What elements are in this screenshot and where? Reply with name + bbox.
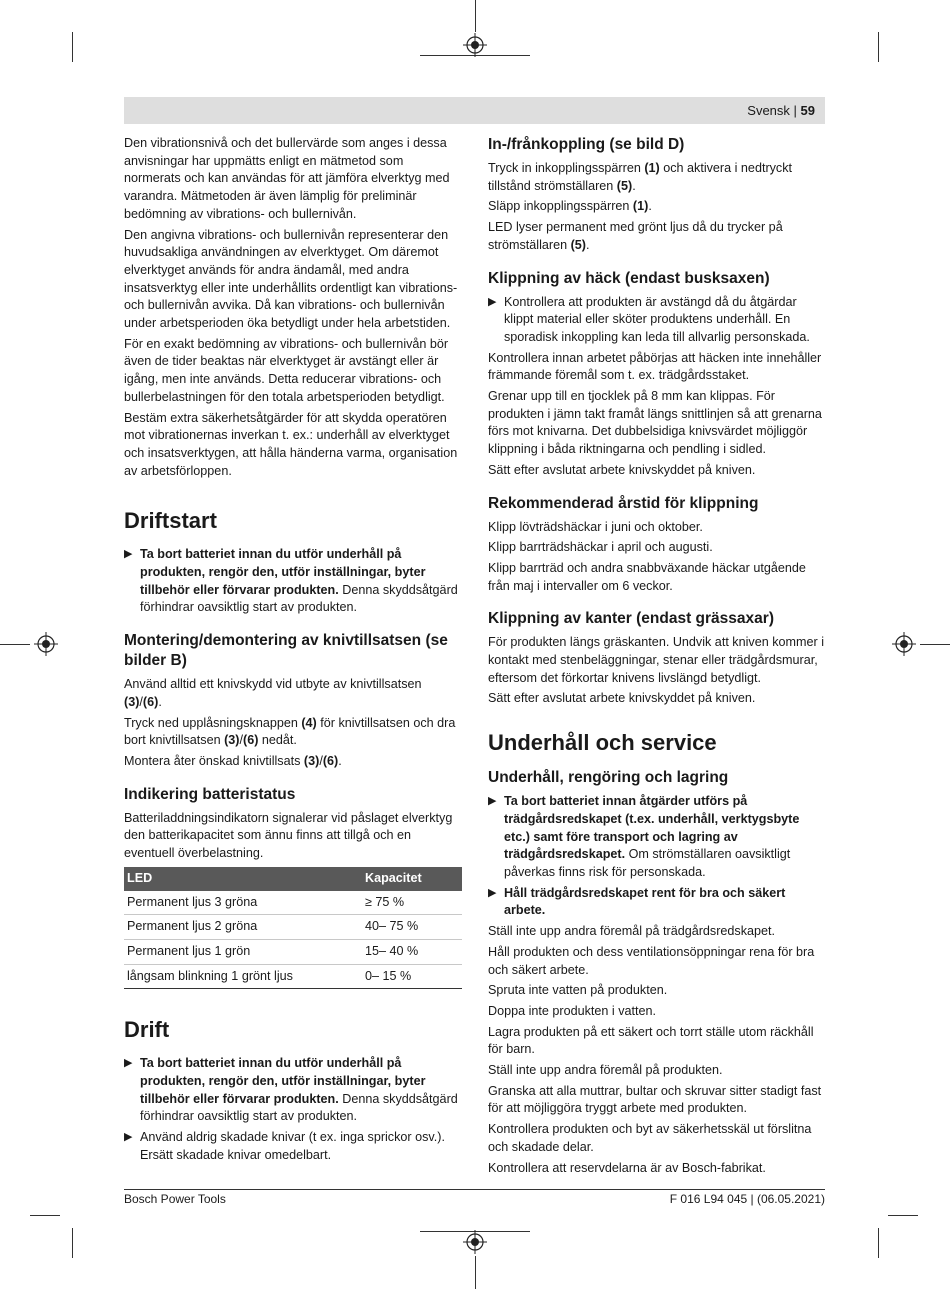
text-span: . bbox=[648, 199, 652, 214]
underhall-paragraph: Spruta inte vatten på produkten. bbox=[488, 983, 668, 998]
text-span: nedåt. bbox=[258, 733, 297, 748]
underhall-paragraph: Ställ inte upp andra föremål på produkten. bbox=[488, 1063, 723, 1078]
subsection-title-klippning-hack: Klippning av häck (endast busksaxen) bbox=[488, 269, 770, 287]
subsection-title-inkoppling: In-/frånkoppling (se bild D) bbox=[488, 136, 685, 153]
registration-mark-icon bbox=[463, 33, 487, 57]
intro-paragraph-1: Den vibrationsnivå och det bullervärde som anges i dessa anvisningar har uppmätts enligt en mätmetod som normerats och kan användas för att jämföra elverktyg med varandra. Mätmetoden är även lämplig för preliminär bedömning av vibrations- och bullernivån. bbox=[124, 136, 450, 221]
triangle-bullet-icon: ▶ bbox=[124, 548, 133, 561]
ref-number: (5) bbox=[616, 178, 633, 193]
subsection-title-montering: Montering/demontering av knivtillsatsen (se bilder B) bbox=[124, 632, 448, 670]
ref-number: (3) bbox=[224, 733, 240, 748]
page-number: 59 bbox=[800, 103, 815, 118]
underhall-paragraph: Lagra produkten på ett säkert och torrt ställe utom räckhåll för barn. bbox=[488, 1024, 814, 1057]
section-title-driftstart: Driftstart bbox=[124, 508, 217, 534]
klippning-paragraph-1: Kontrollera innan arbetet påbörjas att häcken inte innehåller främmande föremål som t. ex. trädgårdsstaket. bbox=[488, 350, 822, 383]
warning-bullet bbox=[488, 885, 826, 920]
underhall-paragraph: Kontrollera att reservdelarna är av Bosch-fabrikat. bbox=[488, 1160, 766, 1175]
montering-paragraph-3 bbox=[124, 753, 462, 771]
warning-bullet bbox=[124, 1129, 462, 1164]
footer-rule bbox=[124, 1189, 825, 1190]
battery-status-table bbox=[124, 867, 462, 990]
table-cell: 0– 15 % bbox=[362, 964, 462, 989]
table-cell: långsam blinkning 1 grönt ljus bbox=[124, 964, 362, 989]
text-span: . bbox=[338, 753, 342, 768]
warning-bullet bbox=[488, 793, 826, 882]
ref-number: (6) bbox=[322, 753, 339, 768]
header-text: Svensk | 59 bbox=[747, 103, 815, 118]
intro-paragraph-4: Bestäm extra säkerhetsåtgärder för att skydda operatören mot vibrationernas inverkan t. ex.: underhåll av elverktyget och insatsverktygen, att hålla händerna varma, organisation av arbetsförloppen. bbox=[124, 410, 458, 478]
crop-mark bbox=[878, 32, 879, 62]
text-span: och aktivera i nedtryckt tillstånd strömställaren bbox=[488, 161, 793, 193]
registration-mark-icon bbox=[34, 632, 58, 656]
kanter-paragraph-2: Sätt efter avslutat arbete knivskyddet på kniven. bbox=[488, 691, 756, 706]
table-row bbox=[124, 915, 462, 940]
underhall-paragraph: Doppa inte produkten i vatten. bbox=[488, 1003, 657, 1018]
inkoppling-paragraph-2 bbox=[488, 198, 826, 216]
text-span: . bbox=[586, 237, 590, 252]
registration-mark-icon bbox=[892, 632, 916, 656]
crop-mark bbox=[475, 1256, 476, 1289]
text-span: LED lyser permanent med grönt ljus då du trycker på strömställaren bbox=[488, 220, 783, 252]
ref-number: (6) bbox=[142, 694, 159, 709]
underhall-paragraph: Kontrollera produkten och byt av säkerhetsskäl ut förslitna och skadade delar. bbox=[488, 1122, 812, 1154]
ref-number: (6) bbox=[243, 733, 259, 748]
left-column bbox=[124, 135, 462, 1168]
triangle-bullet-icon: ▶ bbox=[488, 795, 497, 808]
table-header-row bbox=[124, 867, 462, 891]
bullet-text: Om strömställaren oavsiktligt påverkas finns risk för personskada. bbox=[504, 847, 791, 879]
table-row bbox=[124, 891, 462, 915]
ref-number: (3) bbox=[303, 753, 320, 768]
page-header bbox=[124, 97, 825, 124]
crop-mark bbox=[888, 1215, 918, 1216]
bullet-bold-text: Ta bort batteriet innan du utför underhåll på produkten, rengör den, utför inställningar, byter tillbehör eller förvarar produkten. bbox=[140, 547, 426, 597]
text-span: Tryck ned upplåsningsknappen bbox=[124, 715, 302, 730]
registration-mark-icon bbox=[463, 1230, 487, 1254]
table-row bbox=[124, 964, 462, 989]
crop-mark bbox=[920, 644, 950, 645]
arstid-paragraph-1: Klipp lövträdshäckar i juni och oktober. bbox=[488, 519, 703, 534]
table-cell: 40– 75 % bbox=[362, 915, 462, 940]
crop-mark bbox=[72, 32, 73, 62]
footer-brand: Bosch Power Tools bbox=[124, 1192, 226, 1206]
table-cell: Permanent ljus 1 grön bbox=[124, 939, 362, 964]
ref-number: (3) bbox=[124, 694, 140, 709]
bullet-text: Kontrollera att produkten är avstängd då du åtgärdar klippt material eller sköter produktens underhåll. En sporadisk inkoppling kan leda till allvarlig personskada. bbox=[504, 294, 810, 344]
table-cell: ≥ 75 % bbox=[362, 891, 462, 915]
triangle-bullet-icon: ▶ bbox=[488, 886, 497, 899]
ref-number: (1) bbox=[632, 199, 649, 214]
section-title-drift: Drift bbox=[124, 1017, 170, 1043]
klippning-paragraph-2: Grenar upp till en tjocklek på 8 mm kan klippas. För produkten i jämn takt framåt längs snittlinjen så att grenarna förs mot knivarna. Det dubbelsidiga knivsvärdet möjliggör klippning i båda riktningarna och pendling i sidled. bbox=[488, 389, 822, 457]
intro-paragraph-3: För en exakt bedömning av vibrations- och bullernivån bör även de tider beaktas när elverktyget är avstängt eller är igång, men inte används. Detta reducerar vibrations- och bullerbelastningen för den totala arbetsperioden betydligt. bbox=[124, 336, 449, 404]
ref-number: (4) bbox=[301, 715, 317, 730]
warning-bullet bbox=[124, 1055, 462, 1126]
text-span: Använd alltid ett knivskydd vid utbyte av knivtillsatsen bbox=[124, 677, 422, 692]
table-cell: 15– 40 % bbox=[362, 939, 462, 964]
warning-bullet bbox=[488, 294, 826, 347]
subsection-title-indikering: Indikering batteristatus bbox=[124, 785, 296, 803]
crop-mark bbox=[30, 1215, 60, 1216]
crop-mark bbox=[0, 644, 30, 645]
footer-doc-id: F 016 L94 045 | (06.05.2021) bbox=[669, 1192, 825, 1206]
text-span: . bbox=[632, 178, 636, 193]
table-cell: Permanent ljus 3 gröna bbox=[124, 891, 362, 915]
bullet-bold-text: Ta bort batteriet innan du utför underhåll på produkten, rengör den, utför inställningar, byter tillbehör eller förvarar produkten. bbox=[140, 1056, 426, 1106]
crop-mark bbox=[72, 1228, 73, 1258]
text-span: . bbox=[158, 694, 162, 709]
table-row bbox=[124, 939, 462, 964]
table-header-capacity: Kapacitet bbox=[362, 867, 462, 891]
subsection-title-underhall: Underhåll, rengöring och lagring bbox=[488, 769, 729, 787]
ref-number: (5) bbox=[570, 237, 586, 252]
text-span: Släpp inkopplingsspärren bbox=[488, 199, 633, 214]
bullet-bold-text: Ta bort batteriet innan åtgärder utförs på trädgårdsredskapet (t.ex. underhåll, verktygsbyte etc.) samt före transport och lagring av trädgårdsredskapet. bbox=[504, 794, 800, 862]
bullet-text: Använd aldrig skadade knivar (t ex. inga sprickor osv.). Ersätt skadade knivar omedelbart. bbox=[140, 1130, 445, 1162]
subsection-title-kanter: Klippning av kanter (endast grässaxar) bbox=[488, 610, 774, 628]
arstid-paragraph-3: Klipp barrträd och andra snabbväxande häckar utgående från maj i intervaller om 6 veckor. bbox=[488, 560, 806, 593]
section-title-underhall: Underhåll och service bbox=[488, 730, 717, 756]
ref-number: (1) bbox=[644, 161, 660, 175]
montering-paragraph-2 bbox=[124, 715, 462, 750]
crop-mark bbox=[475, 0, 476, 32]
indikering-paragraph: Batteriladdningsindikatorn signalerar vid påslaget elverktyg den batterikapacitet som ännu finns att tillgå och en eventuell överbelastning. bbox=[124, 810, 453, 861]
header-language: Svensk bbox=[747, 103, 790, 118]
underhall-paragraph: Håll produkten och dess ventilationsöppningar rena för bra och säkert arbete. bbox=[488, 944, 815, 977]
text-span: Montera åter önskad knivtillsats bbox=[124, 753, 304, 768]
subsection-title-arstid: Rekommenderad årstid för klippning bbox=[488, 494, 759, 512]
triangle-bullet-icon: ▶ bbox=[488, 295, 497, 308]
right-column bbox=[488, 133, 826, 1180]
table-header-led: LED bbox=[124, 867, 362, 891]
montering-paragraph-1 bbox=[124, 676, 462, 711]
klippning-paragraph-3: Sätt efter avslutat arbete knivskyddet på kniven. bbox=[488, 462, 756, 477]
bullet-text: Denna skyddsåtgärd förhindrar oavsiktlig start av produkten. bbox=[140, 582, 458, 615]
inkoppling-paragraph-3 bbox=[488, 219, 826, 254]
underhall-paragraph: Ställ inte upp andra föremål på trädgårdsredskapet. bbox=[488, 924, 776, 939]
text-span: / bbox=[319, 753, 323, 768]
text-span: Tryck in inkopplingsspärren bbox=[488, 161, 645, 175]
text-span: för knivtillsatsen och dra bort knivtillsatsen bbox=[124, 715, 456, 748]
inkoppling-paragraph-1 bbox=[488, 160, 826, 195]
bullet-text: Denna skyddsåtgärd förhindrar oavsiktlig start av produkten. bbox=[140, 1091, 458, 1124]
underhall-paragraph: Granska att alla muttrar, bultar och skruvar sitter stadigt fast för att möjliggöra tryggt arbete med produkten. bbox=[488, 1083, 822, 1116]
crop-mark bbox=[878, 1228, 879, 1258]
table-cell: Permanent ljus 2 gröna bbox=[124, 915, 362, 940]
intro-paragraph-2: Den angivna vibrations- och bullernivån representerar den huvudsakliga användningen av elverktyget. Om däremot elverktyget används för andra ändamål, med andra insatsverktyg eller inte underhållits ordentligt kan vibrations- och bullernivån avvika. Då kan vibrations- och bullernivån under arbetsperioden öka betydligt under hela arbetstiden. bbox=[124, 227, 458, 331]
triangle-bullet-icon: ▶ bbox=[124, 1057, 133, 1070]
kanter-paragraph-1: För produkten längs gräskanten. Undvik att kniven kommer i kontakt med stenbeläggningar, stenar eller trädgårdsmurar, eftersom det förkortar knivens livslängd betydligt. bbox=[488, 635, 824, 685]
bullet-bold-text: Håll trädgårdsredskapet rent för bra och säkert arbete. bbox=[504, 885, 786, 918]
arstid-paragraph-2: Klipp barrträdshäckar i april och augusti. bbox=[488, 540, 713, 555]
triangle-bullet-icon: ▶ bbox=[124, 1131, 133, 1144]
warning-bullet bbox=[124, 546, 462, 617]
text-span: / bbox=[139, 694, 143, 709]
text-span: / bbox=[239, 733, 243, 748]
